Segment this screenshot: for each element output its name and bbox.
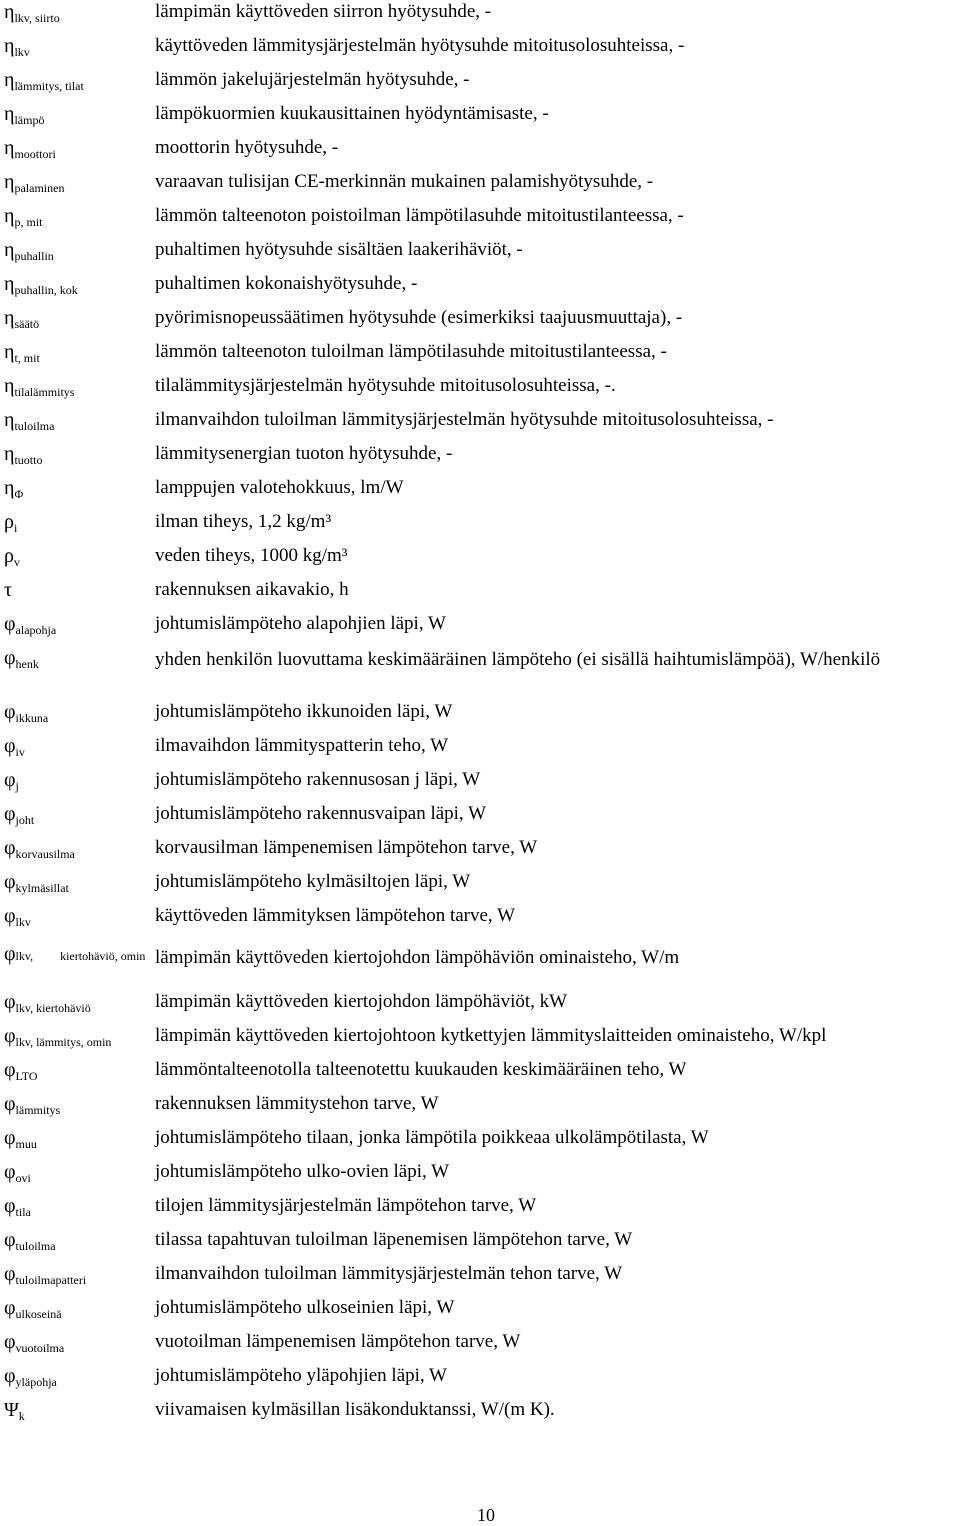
symbol-subscript: korvausilma <box>15 847 75 861</box>
symbol-description: johtumislämpöteho kylmäsiltojen läpi, W <box>155 871 471 892</box>
symbol-description: lämpimän käyttöveden kiertojohdon lämpöhäviön ominaisteho, W/m <box>155 947 680 968</box>
symbol <box>4 1330 64 1356</box>
symbol-description: johtumislämpöteho ikkunoiden läpi, W <box>155 701 453 722</box>
symbol-main: η <box>4 409 15 431</box>
symbol-main: φ <box>4 871 16 893</box>
symbol-main: η <box>4 103 15 125</box>
symbol-main: φ <box>4 1093 16 1115</box>
symbol <box>4 68 84 94</box>
symbol-main: ρ <box>4 511 14 533</box>
symbol-main: η <box>4 69 15 91</box>
symbol-main: η <box>4 35 15 57</box>
symbol <box>4 1398 25 1424</box>
symbol <box>4 1160 31 1186</box>
symbol-description: johtumislämpöteho rakennusvaipan läpi, W <box>155 803 487 824</box>
symbol <box>4 1364 57 1390</box>
symbol-subscript: lkv <box>15 915 31 929</box>
symbol-description: käyttöveden lämmityksen lämpötehon tarve, W <box>155 905 516 926</box>
symbol-main: η <box>4 273 15 295</box>
symbol <box>4 408 54 434</box>
symbol-description: korvausilman lämpenemisen lämpötehon tarve, W <box>155 837 538 858</box>
symbol <box>4 904 31 930</box>
symbol-description: lämmön talteenoton poistoilman lämpötilasuhde mitoitustilanteessa, - <box>155 205 684 226</box>
symbol <box>4 700 48 726</box>
symbol <box>4 170 64 196</box>
symbol-description: johtumislämpöteho rakennusosan j läpi, W <box>155 769 481 790</box>
symbol-main: φ <box>4 1263 16 1285</box>
symbol-description: johtumislämpöteho ulkoseinien läpi, W <box>155 1297 455 1318</box>
symbol <box>4 374 74 400</box>
symbol-main: φ <box>4 769 16 791</box>
symbol <box>4 204 42 230</box>
symbol-main: η <box>4 375 15 397</box>
symbol <box>4 612 56 638</box>
symbol-subscript: kylmäsillat <box>15 881 69 895</box>
symbol-subscript: säätö <box>14 317 40 331</box>
symbol-main: η <box>4 307 15 329</box>
symbol-subscript: tilalämmitys <box>14 385 75 399</box>
symbol-description: tilassa tapahtuvan tuloilman läpenemisen lämpötehon tarve, W <box>155 1229 633 1250</box>
symbol-description: ilman tiheys, 1,2 kg/m³ <box>155 511 332 532</box>
symbol <box>4 734 25 760</box>
symbol <box>4 1194 31 1220</box>
symbol-main: φ <box>4 735 16 757</box>
symbol-main: φ <box>4 991 16 1013</box>
symbol-description: veden tiheys, 1000 kg/m³ <box>155 545 348 566</box>
symbol <box>4 1262 86 1288</box>
symbol-subscript: i <box>13 521 18 535</box>
symbol-subscript: ovi <box>15 1171 31 1185</box>
symbol <box>4 942 151 970</box>
symbol-main: η <box>4 477 15 499</box>
symbol <box>4 990 91 1016</box>
symbol-main: φ <box>4 803 16 825</box>
symbol-subscript: lkv, lämmitys, omin <box>15 1035 112 1049</box>
symbol-description: lämmitysenergian tuoton hyötysuhde, - <box>155 443 453 464</box>
symbol <box>4 1024 111 1050</box>
symbol-subscript: puhallin, kok <box>14 283 78 297</box>
symbol <box>4 1092 60 1118</box>
symbol-description: rakennuksen aikavakio, h <box>155 579 349 600</box>
symbol-main: φ <box>4 1161 16 1183</box>
symbol-main: φ <box>4 647 16 669</box>
symbol-main: φ <box>4 701 16 723</box>
symbol-subscript: moottori <box>14 147 56 161</box>
symbol-subscript: tuloilma <box>14 419 55 433</box>
symbol-main: φ <box>4 1195 16 1217</box>
symbol <box>4 836 75 862</box>
symbol-subscript: lkv <box>14 45 30 59</box>
symbol-main: φ <box>4 1365 16 1387</box>
symbol <box>4 870 69 896</box>
symbol-main: φ <box>4 943 16 965</box>
symbol-subscript: lkv, siirto <box>14 11 60 25</box>
symbol-subscript: joht <box>15 813 35 827</box>
symbol <box>4 340 40 366</box>
symbol-description: lämpimän käyttöveden kiertojohtoon kytkettyjen lämmityslaitteiden ominaisteho, W/kpl <box>155 1025 827 1046</box>
symbol-subscript: k <box>18 1409 25 1423</box>
symbol-main: η <box>4 443 15 465</box>
symbol-subscript: tila <box>15 1205 31 1219</box>
symbol-description: yhden henkilön luovuttama keskimääräinen lämpöteho (ei sisällä haihtumislämpöä), W/henkilö <box>155 649 881 670</box>
symbol-description: ilmanvaihdon tuloilman lämmitysjärjestelmän hyötysuhde mitoitusolosuhteissa, - <box>155 409 774 430</box>
symbol-subscript: henk <box>15 657 39 671</box>
symbol-subscript: t, mit <box>14 351 40 365</box>
symbol-description: puhaltimen hyötysuhde sisältäen laakerihäviöt, - <box>155 239 523 260</box>
symbol-main: φ <box>4 1229 16 1251</box>
symbol-subscript: puhallin <box>14 249 54 263</box>
symbol-description: lamppujen valotehokkuus, lm/W <box>155 477 404 498</box>
symbol-subscript: p, mit <box>14 215 43 229</box>
symbol-subscript: lämpö <box>14 113 45 127</box>
symbol <box>4 136 56 162</box>
symbol-main: η <box>4 1 15 23</box>
symbol-subscript: tuotto <box>14 453 43 467</box>
symbol-description: lämpökuormien kuukausittainen hyödyntämisaste, - <box>155 103 549 124</box>
symbol-subscript: iv <box>15 745 25 759</box>
symbol-main: φ <box>4 1127 16 1149</box>
symbol <box>4 578 12 604</box>
page-number: 10 <box>477 1505 495 1525</box>
symbol <box>4 802 34 828</box>
symbol-subscript: muu <box>15 1137 37 1151</box>
symbol-description: lämmöntalteenotolla talteenotettu kuukauden keskimääräinen teho, W <box>155 1059 687 1080</box>
symbol-main: φ <box>4 1059 16 1081</box>
symbol-main: φ <box>4 1025 16 1047</box>
symbol <box>4 0 60 26</box>
symbol-main: η <box>4 205 15 227</box>
symbol-description: johtumislämpöteho ulko-ovien läpi, W <box>155 1161 450 1182</box>
symbol-main: η <box>4 137 15 159</box>
symbol <box>4 34 30 60</box>
symbol-subscript: lkv, kiertohäviö, omin <box>15 949 146 963</box>
symbol-subscript: ikkuna <box>15 711 49 725</box>
symbol-description: lämmön jakelujärjestelmän hyötysuhde, - <box>155 69 470 90</box>
symbol-description: johtumislämpöteho yläpohjien läpi, W <box>155 1365 447 1386</box>
symbol-description: lämpimän käyttöveden siirron hyötysuhde, - <box>155 1 492 22</box>
symbol-description: tilojen lämmitysjärjestelmän lämpötehon tarve, W <box>155 1195 537 1216</box>
symbol-description: pyörimisnopeussäätimen hyötysuhde (esimerkiksi taajuusmuuttaja), - <box>155 307 683 328</box>
symbol-main: τ <box>4 579 13 601</box>
symbol-subscript: lämmitys, tilat <box>14 79 84 93</box>
symbol-subscript: ulkoseinä <box>15 1307 62 1321</box>
symbol-main: φ <box>4 1331 16 1353</box>
symbol <box>4 1296 62 1322</box>
symbol-subscript: tuloilma <box>15 1239 56 1253</box>
symbol-description: viivamaisen kylmäsillan lisäkonduktanssi, W/(m K). <box>155 1399 555 1420</box>
symbol-description: ilmanvaihdon tuloilman lämmitysjärjestelmän tehon tarve, W <box>155 1263 623 1284</box>
symbol <box>4 544 20 570</box>
symbol-description: rakennuksen lämmitystehon tarve, W <box>155 1093 439 1114</box>
symbol-description: lämmön talteenoton tuloilman lämpötilasuhde mitoitustilanteessa, - <box>155 341 667 362</box>
symbol-subscript: v <box>13 555 20 569</box>
symbol-subscript: tuloilmapatteri <box>15 1273 87 1287</box>
symbol-description: lämpimän käyttöveden kiertojohdon lämpöhäviöt, kW <box>155 991 568 1012</box>
symbol <box>4 646 39 672</box>
symbol-main: η <box>4 341 15 363</box>
symbol-description: vuotoilman lämpenemisen lämpötehon tarve, W <box>155 1331 521 1352</box>
symbol <box>4 1228 56 1254</box>
symbol <box>4 1058 38 1084</box>
symbol-subscript: vuotoilma <box>15 1341 65 1355</box>
symbol <box>4 238 54 264</box>
symbol-description: johtumislämpöteho tilaan, jonka lämpötila poikkeaa ulkolämpötilasta, W <box>155 1127 709 1148</box>
symbol-description: tilalämmitysjärjestelmän hyötysuhde mitoitusolosuhteissa, -. <box>155 375 616 396</box>
symbol <box>4 306 39 332</box>
symbol-main: ρ <box>4 545 14 567</box>
symbol <box>4 476 23 502</box>
symbol-subscript: LTO <box>15 1069 38 1083</box>
symbol-subscript: yläpohja <box>15 1375 57 1389</box>
symbol-main: η <box>4 239 15 261</box>
symbol <box>4 1126 37 1152</box>
symbol-description: ilmavaihdon lämmityspatterin teho, W <box>155 735 449 756</box>
symbol <box>4 510 17 536</box>
symbol-main: φ <box>4 837 16 859</box>
symbol-main: Ψ <box>4 1399 19 1421</box>
symbol-subscript: lkv, kiertohäviö <box>15 1001 91 1015</box>
symbol-main: φ <box>4 905 16 927</box>
symbol-main: φ <box>4 613 16 635</box>
symbol-description: varaavan tulisijan CE-merkinnän mukainen palamishyötysuhde, - <box>155 171 654 192</box>
symbol-description: moottorin hyötysuhde, - <box>155 137 339 158</box>
symbol-main: η <box>4 171 15 193</box>
symbol <box>4 442 42 468</box>
symbol <box>4 102 44 128</box>
symbol-subscript: alapohja <box>15 623 57 637</box>
symbol-description: johtumislämpöteho alapohjien läpi, W <box>155 613 446 634</box>
symbol-subscript: lämmitys <box>15 1103 61 1117</box>
symbol <box>4 272 78 298</box>
symbol-subscript: Φ <box>14 487 24 501</box>
symbol-description: puhaltimen kokonaishyötysuhde, - <box>155 273 418 294</box>
symbol-main: φ <box>4 1297 16 1319</box>
symbol-subscript: j <box>15 779 19 793</box>
symbol-subscript: palaminen <box>14 181 65 195</box>
symbol <box>4 768 19 794</box>
symbol-description: käyttöveden lämmitysjärjestelmän hyötysuhde mitoitusolosuhteissa, - <box>155 35 685 56</box>
